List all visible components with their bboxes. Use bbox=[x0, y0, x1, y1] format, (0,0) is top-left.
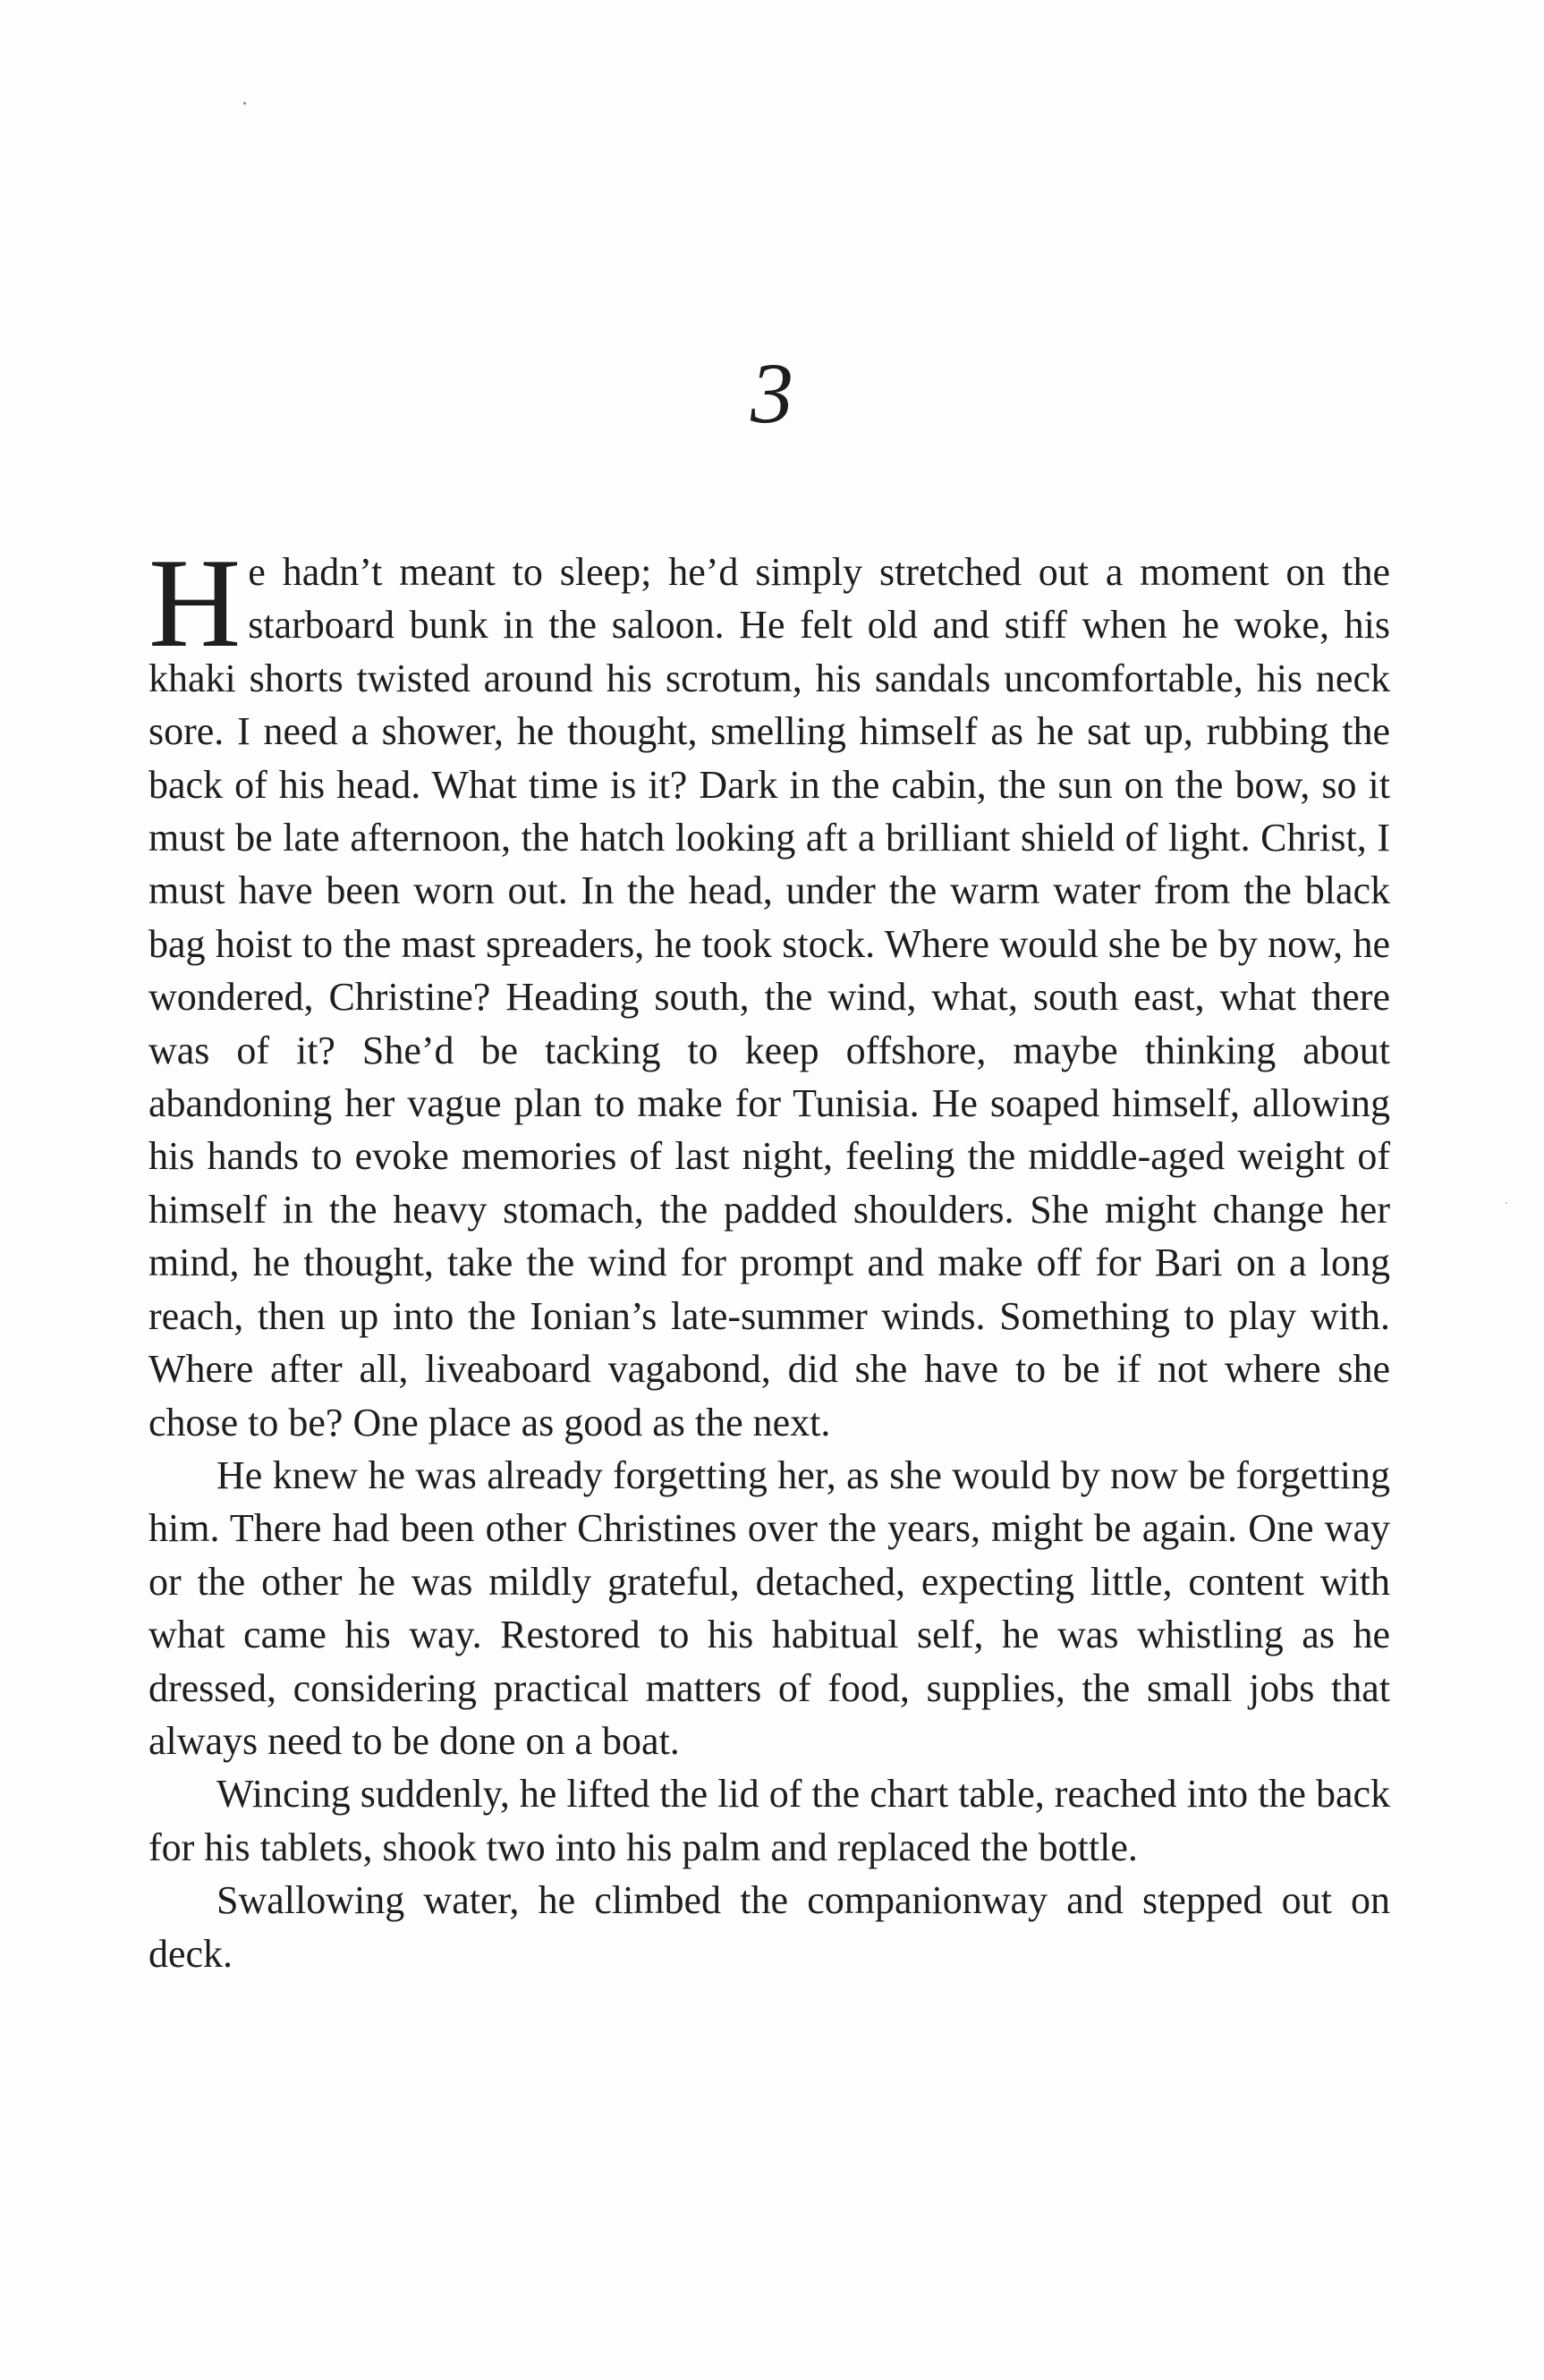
paragraph-4: Swallowing water, he climbed the companionway and stepped out on deck. bbox=[148, 1878, 1390, 1976]
paragraph-1-text: e hadn’t meant to sleep; he’d simply stretched out a moment on the starboard bunk in the saloon. He felt old and stiff when he woke, his khaki shorts twisted around his scrotum, his sandals uncomfortable, his neck sore. I need a shower, he thought, smelling himself as he sat up, rubbing the back of his head. What time is it? Dark in the cabin, the sun on the bow, so it must be late afternoon, the hatch looking aft a brilliant shield of light. Christ, I must have been worn out. In the head, under the warm water from the black bag hoist to the mast spreaders, he took stock. Where would she be by now, he wondered, Christine? Heading south, the wind, what, south east, what there was of it? She’d be tacking to keep offshore, maybe thinking about abandoning her vague plan to make for Tunisia. He soaped himself, allowing his hands to evoke memories of last night, feeling the middle-aged weight of himself in the heavy stomach, the padded shoulders. She might change her mind, he thought, take the wind for prompt and make off for Bari on a long reach, then up into the Ionian’s late-summer winds. Something to play with. Where after all, liveaboard vagabond, did she have to be if not where she chose to be? One place as good as the next. bbox=[148, 550, 1390, 1444]
paragraph-1 bbox=[148, 532, 1390, 1449]
scan-speck bbox=[1506, 1202, 1507, 1204]
chapter-number: 3 bbox=[751, 345, 793, 441]
paragraph-3: Wincing suddenly, he lifted the lid of the chart table, reached into the back for his tablets, shook two into his palm and replaced the bottle. bbox=[148, 1772, 1390, 1869]
chapter-body bbox=[148, 532, 1390, 1980]
drop-cap: H bbox=[148, 532, 242, 673]
scan-speck bbox=[243, 102, 246, 105]
paragraph-2: He knew he was already forgetting her, as she would by now be forgetting him. There had been other Christines over the years, might be again. One way or the other he was mildly grateful, detached, expecting little, content with what came his way. Restored to his habitual self, he was whistling as he dressed, considering practical matters of food, supplies, the small jobs that always need to be done on a boat. bbox=[148, 1453, 1390, 1763]
